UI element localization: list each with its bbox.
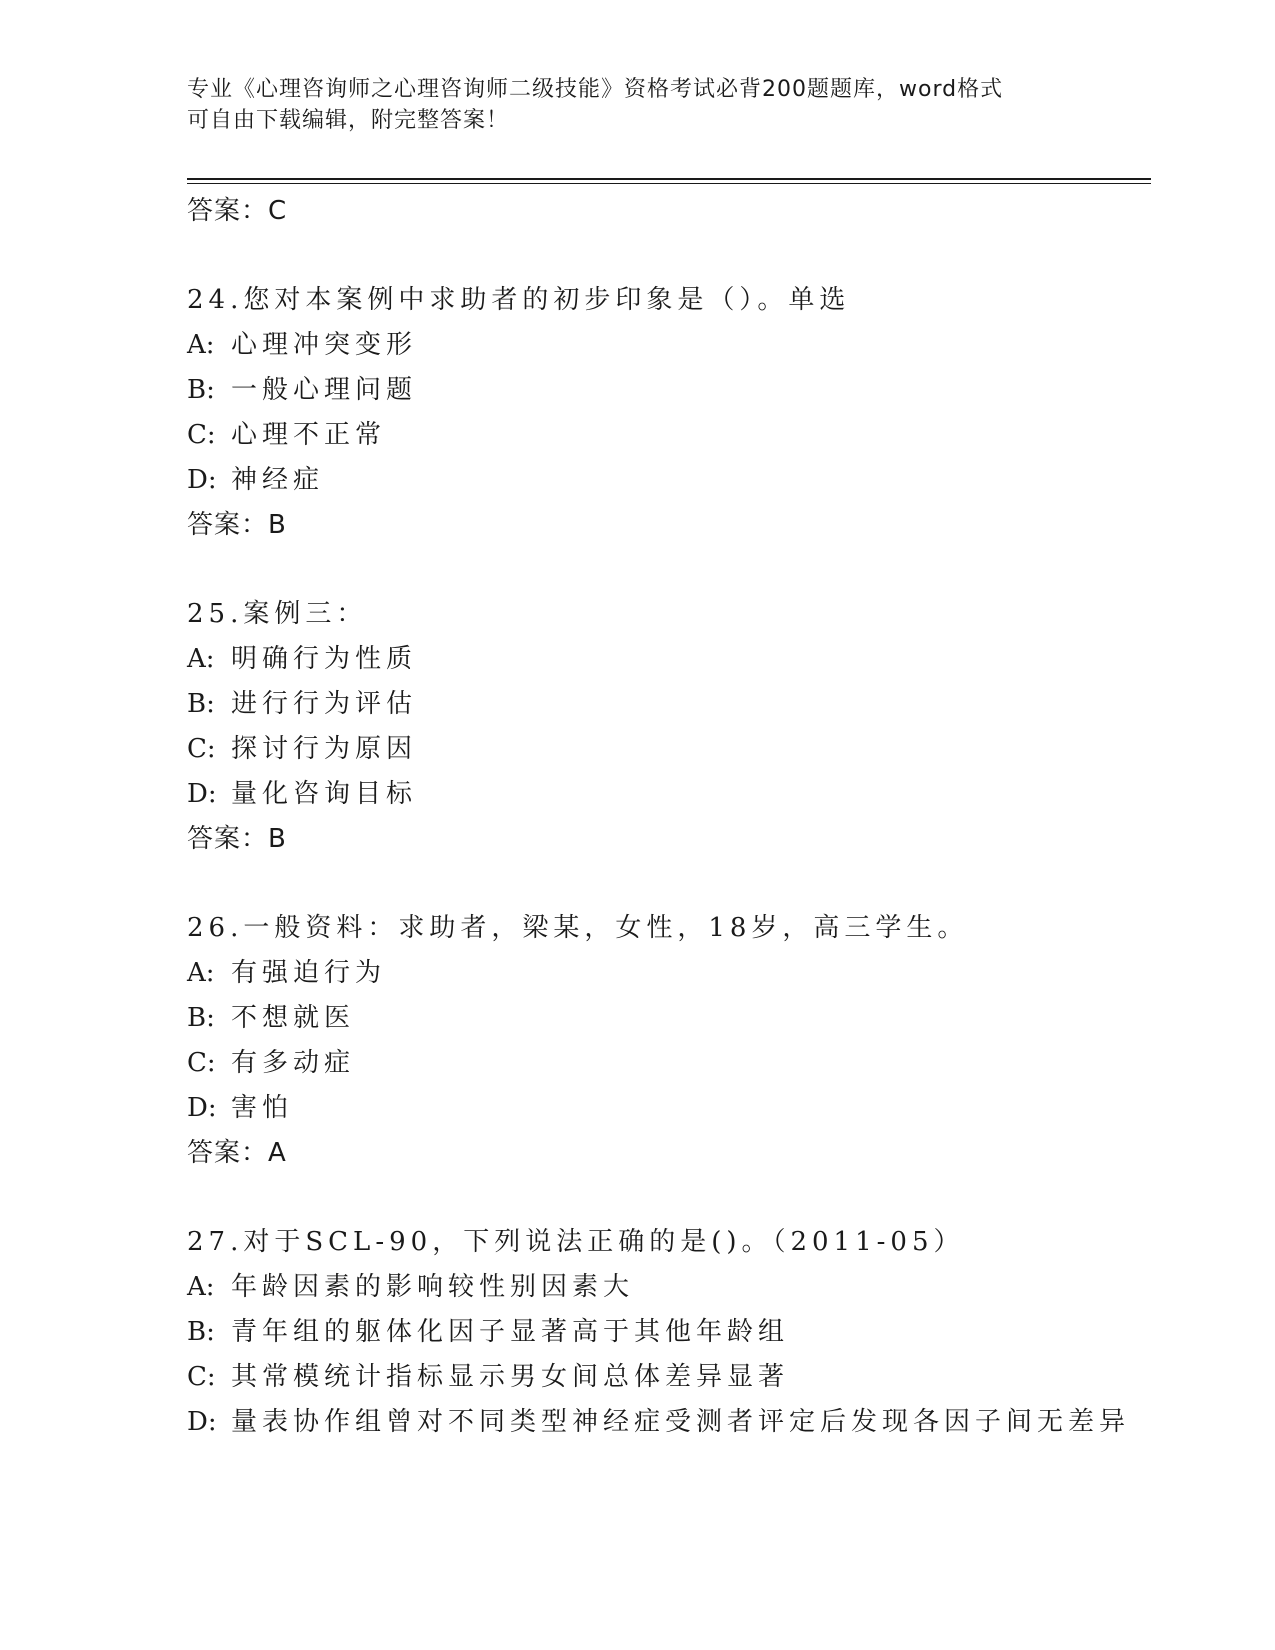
option-letter: B: (187, 1317, 215, 1347)
option-text: 有强迫行为 (231, 958, 387, 988)
option-letter: C: (187, 420, 216, 450)
answer-label: 答案：A (187, 1138, 287, 1168)
option-letter: D: (187, 465, 217, 495)
option-text: 探讨行为原因 (231, 734, 418, 764)
option-text: 明确行为性质 (231, 644, 418, 674)
option-a (187, 951, 1187, 996)
option-a (187, 323, 1187, 368)
option-letter: D: (187, 779, 217, 809)
option-b (187, 682, 1187, 727)
option-text: 进行行为评估 (231, 689, 418, 719)
option-letter: A: (187, 330, 215, 360)
document-header (187, 74, 1067, 136)
question-stem: 27.对于SCL-90，下列说法正确的是()。（2011-05） (187, 1227, 965, 1257)
option-text: 心理不正常 (231, 420, 387, 450)
question-item (187, 592, 1187, 862)
option-text: 神经症 (231, 465, 325, 495)
option-letter: A: (187, 958, 215, 988)
option-c (187, 1041, 1187, 1086)
question-list (187, 189, 1187, 1445)
option-text: 不想就医 (231, 1003, 356, 1033)
option-c (187, 1355, 1187, 1400)
question-item (187, 906, 1187, 1176)
header-line-1: 专业《心理咨询师之心理咨询师二级技能》资格考试必背200题题库，word格式 (187, 77, 1004, 102)
option-text: 害怕 (231, 1093, 294, 1123)
option-text: 有多动症 (231, 1048, 356, 1078)
option-text: 青年组的躯体化因子显著高于其他年龄组 (231, 1317, 790, 1347)
option-b (187, 996, 1187, 1041)
header-divider (187, 178, 1151, 180)
option-text: 其常模统计指标显示男女间总体差异显著 (231, 1362, 790, 1392)
question-stem: 25.案例三： (187, 599, 368, 629)
option-letter: A: (187, 644, 215, 674)
option-text: 年龄因素的影响较性别因素大 (231, 1272, 635, 1302)
option-letter: B: (187, 1003, 215, 1033)
option-c (187, 413, 1187, 458)
question-item (187, 278, 1187, 548)
question-item (187, 1220, 1187, 1445)
option-letter: D: (187, 1093, 217, 1123)
option-a (187, 637, 1187, 682)
option-letter: D: (187, 1407, 217, 1437)
question-stem: 26.一般资料：求助者，梁某，女性，18岁，高三学生。 (187, 913, 969, 943)
option-b (187, 1310, 1187, 1355)
option-letter: C: (187, 1362, 216, 1392)
option-letter: A: (187, 1272, 215, 1302)
option-text: 一般心理问题 (231, 375, 418, 405)
option-text: 量表协作组曾对不同类型神经症受测者评定后发现各因子间无差异 (231, 1407, 1131, 1437)
option-d (187, 1086, 1187, 1131)
answer-label: 答案：B (187, 510, 287, 540)
answer-label: 答案：B (187, 824, 287, 854)
option-b (187, 368, 1187, 413)
option-letter: C: (187, 734, 216, 764)
answer-label: 答案：C (187, 196, 288, 226)
option-d (187, 772, 1187, 817)
option-c (187, 727, 1187, 772)
question-stem: 24.您对本案例中求助者的初步印象是（）。单选 (187, 285, 851, 315)
option-letter: B: (187, 689, 215, 719)
option-letter: C: (187, 1048, 216, 1078)
option-d (187, 1400, 1187, 1445)
option-text: 量化咨询目标 (231, 779, 418, 809)
option-text: 心理冲突变形 (231, 330, 418, 360)
option-a (187, 1265, 1187, 1310)
option-letter: B: (187, 375, 215, 405)
header-line-2: 可自由下载编辑，附完整答案！ (187, 108, 510, 133)
header-divider-thin (187, 183, 1151, 184)
option-d (187, 458, 1187, 503)
